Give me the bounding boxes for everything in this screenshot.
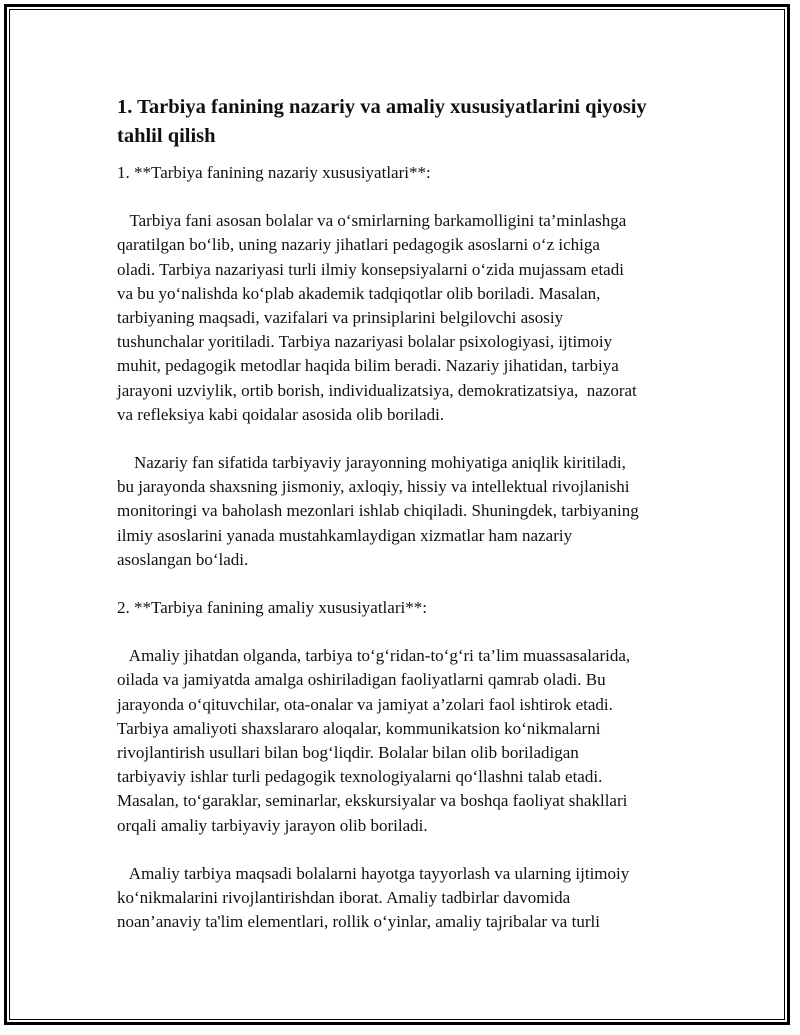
paragraph-line: Amaliy tarbiya maqsadi bolalarni hayotga tayyorlash va ularning ijtimoiy	[117, 863, 630, 883]
document-body	[117, 93, 687, 958]
paragraph-line: asoslangan bo‘ladi.	[117, 549, 249, 569]
document-heading: 1. Tarbiya fanining nazariy va amaliy xususiyatlarini qiyosiy tahlil qilish	[117, 96, 647, 147]
paragraph-3	[117, 644, 687, 838]
paragraph-line: tarbiyaviy ishlar turli pedagogik texnologiyalarni qo‘llashni talab etadi.	[117, 767, 603, 787]
paragraph-line: Masalan, to‘garaklar, seminarlar, ekskursiyalar va boshqa faoliyat shakllari	[117, 791, 628, 811]
paragraph-line: tarbiyaning maqsadi, vazifalari va prinsiplarini belgilovchi asosiy	[117, 308, 564, 328]
paragraph-line: va refleksiya kabi qoidalar asosida olib boriladi.	[117, 404, 445, 424]
paragraph-line: muhit, pedagogik metodlar haqida bilim beradi. Nazariy jihatidan, tarbiya	[117, 356, 619, 376]
paragraph-line: bu jarayonda shaxsning jismoniy, axloqiy, hissiy va intellektual rivojlanishi	[117, 477, 630, 497]
paragraph-line: monitoringi va baholash mezonlari ishlab chiqiladi. Shuningdek, tarbiyaning	[117, 501, 639, 521]
paragraph-line: Amaliy jihatdan olganda, tarbiya to‘g‘ridan-to‘g‘ri ta’lim muassasalarida,	[117, 646, 631, 666]
paragraph-line: Tarbiya amaliyoti shaxslararo aloqalar, kommunikatsion ko‘nikmalarni	[117, 718, 601, 738]
paragraph-line: noan’anaviy ta'lim elementlari, rollik o‘yinlar, amaliy tajribalar va turli	[117, 912, 600, 932]
paragraph-line: jarayoni uzviylik, ortib borish, individualizatsiya, demokratizatsiya, nazorat	[117, 380, 637, 400]
paragraph-line: jarayonda o‘qituvchilar, ota-onalar va jamiyat a’zolari faol ishtirok etadi.	[117, 694, 613, 714]
paragraph-line: oilada va jamiyatda amalga oshiriladigan faoliyatlarni qamrab oladi. Bu	[117, 670, 606, 690]
paragraph-4	[117, 862, 687, 935]
paragraph-line: ilmiy asoslarini yanada mustahkamlaydigan xizmatlar ham nazariy	[117, 525, 573, 545]
paragraph-line: rivojlantirish usullari bilan bog‘liqdir. Bolalar bilan olib boriladigan	[117, 743, 579, 763]
paragraph-line: ko‘nikmalarini rivojlantirishdan iborat. Amaliy tadbirlar davomida	[117, 888, 571, 908]
paragraph-line: tushunchalar yoritiladi. Tarbiya nazariyasi bolalar psixologiyasi, ijtimoiy	[117, 332, 613, 352]
paragraph-line: Tarbiya fani asosan bolalar va o‘smirlarning barkamolligini ta’minlashga	[117, 211, 627, 231]
paragraph-line: oladi. Tarbiya nazariyasi turli ilmiy konsepsiyalarni o‘zida mujassam etadi	[117, 259, 624, 279]
paragraph-line: qaratilgan bo‘lib, uning nazariy jihatlari pedagogik asoslarni o‘z ichiga	[117, 235, 600, 255]
paragraph-2	[117, 451, 687, 572]
paragraph-line: orqali amaliy tarbiyaviy jarayon olib boriladi.	[117, 815, 428, 835]
paragraph-line: va bu yo‘nalishda ko‘plab akademik tadqiqotlar olib boriladi. Masalan,	[117, 283, 601, 303]
section-title-practical: 2. **Tarbiya fanining amaliy xususiyatlari**:	[117, 598, 427, 618]
paragraph-1	[117, 209, 687, 427]
paragraph-line: Nazariy fan sifatida tarbiyaviy jarayonning mohiyatiga aniqlik kiritiladi,	[117, 453, 626, 473]
section-title-theoretical: 1. **Tarbiya fanining nazariy xususiyatlari**:	[117, 163, 431, 182]
